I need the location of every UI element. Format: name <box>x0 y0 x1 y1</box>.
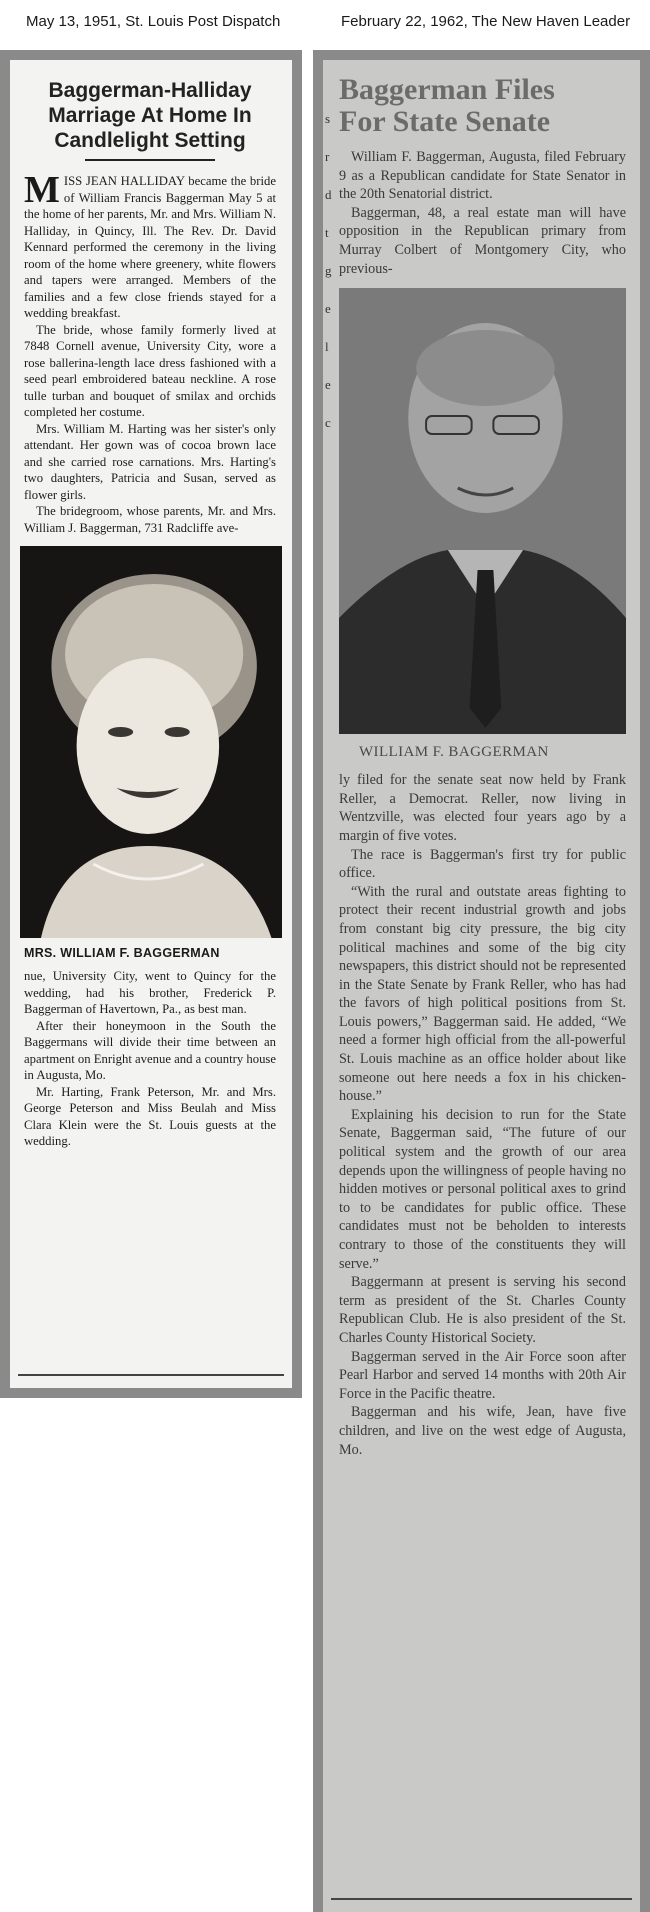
bride-portrait-photo <box>20 546 282 938</box>
right-paragraph-9: Baggerman and his wife, Jean, have five children, and live on the west edge of Augusta, Mo. <box>339 1404 626 1458</box>
right-paragraph-6: Explaining his decision to run for the State Senate, Baggerman said, “The future of our political system and the growth of our area depends upon the willingness of people having no hidden motives or personal political axes to grind to to be candidates for public office. These candidates must not be beholden to interests contrary to those of the constituents they will serve.” <box>339 1106 626 1272</box>
left-paragraph-2: The bride, whose family formerly lived at 7848 Cornell avenue, University City, wore a rose ballerina-length lace dress fashioned with a seed pearl embroidered bateau neckline. A rose tulle turban and bouquet of smilax and orchids completed her costume. <box>24 322 276 419</box>
left-clipping <box>10 60 292 1388</box>
right-clipping <box>323 60 640 1912</box>
left-article-body <box>24 169 276 536</box>
left-paragraph-1 <box>24 169 276 322</box>
edge-letter: d <box>325 187 332 202</box>
left-clipping-frame <box>0 50 302 1398</box>
right-clipping-caption: February 22, 1962, The New Haven Leader <box>341 13 631 30</box>
edge-letters-column <box>325 100 335 442</box>
right-article-body-continued <box>339 771 626 1459</box>
edge-letter: r <box>325 149 330 164</box>
right-bottom-rule <box>331 1898 632 1900</box>
edge-letter: e <box>325 301 331 316</box>
bride-photo-caption: MRS. WILLIAM F. BAGGERMAN <box>24 946 220 960</box>
right-paragraph-5: “With the rural and outstate areas fighting to protect their recent industrial growth and jobs from constant big city pressure, the big city political machines and some of the big city newspapers, this district should not be represented in the State Senate by Frank Reller, who has had the favors of high political positions from St. Louis powers,” Baggerman said. He added, “We need a former high official from the all-powerful St. Louis machine as an office holder about like someone out here needs a fox in his chicken-house.” <box>339 883 626 1105</box>
right-headline-line-2: For State Senate <box>339 105 551 138</box>
edge-letter: l <box>325 339 329 354</box>
bride-portrait-illustration <box>20 546 282 938</box>
left-paragraph-5: nue, University City, went to Quincy for the wedding, had his brother, Frederick P. Baggerman of Havertown, Pa., as best man. <box>24 969 276 1016</box>
right-paragraph-4: The race is Baggerman's first try for public office. <box>339 846 626 882</box>
edge-letter: t <box>325 225 329 240</box>
right-clipping-frame <box>313 50 650 1912</box>
left-headline-line-3: Candlelight Setting <box>54 129 246 152</box>
right-headline <box>339 74 626 138</box>
right-paragraph-8: Baggerman served in the Air Force soon after Pearl Harbor and served 14 months with 20th Air Force in the Pacific theatre. <box>339 1348 626 1402</box>
right-paragraph-7: Baggermann at present is serving his second term as president of the St. Charles County Republican Club. He is also president of the St. Charles County Historical Society. <box>339 1274 626 1346</box>
drop-cap: M <box>24 169 60 211</box>
edge-letter: c <box>325 415 331 430</box>
left-headline <box>24 78 276 153</box>
left-paragraph-3: Mrs. William M. Harting was her sister's only attendant. Her gown was of cocoa brown lace and she carried rose carnations. Mrs. Harting's two daughters, Patricia and Susan, served as flower girls. <box>24 421 276 502</box>
left-paragraph-6: After their honeymoon in the South the Baggermans will divide their time between an apartment on Enright avenue and a country house in Augusta, Mo. <box>24 1018 276 1082</box>
headline-divider <box>85 159 215 161</box>
right-paragraph-2: Baggerman, 48, a real estate man will have opposition in the Republican primary from Murray Colbert of Montgomery City, who previous- <box>339 204 626 277</box>
right-paragraph-1: William F. Baggerman, Augusta, filed February 9 as a Republican candidate for State Senator in the 20th Senatorial district. <box>339 149 626 203</box>
left-bottom-rule <box>18 1374 284 1376</box>
candidate-photo-caption: WILLIAM F. BAGGERMAN <box>359 744 549 761</box>
left-paragraph-4: The bridegroom, whose parents, Mr. and Mrs. William J. Baggerman, 731 Radcliffe ave- <box>24 504 276 535</box>
candidate-portrait-photo <box>339 288 626 734</box>
left-headline-line-2: Marriage At Home In <box>48 104 252 127</box>
right-paragraph-3: ly filed for the senate seat now held by Frank Reller, a Democrat. Reller, now living in Wentzville, was elected four years ago by a margin of five votes. <box>339 772 626 844</box>
left-paragraph-1-text: ISS JEAN HALLIDAY became the bride of William Francis Baggerman May 5 at the home of her parents, Mr. and Mrs. William N. Halliday, in Quincy, Ill. The Rev. Dr. David Kennard performed the ceremony in the living room of the home where greenery, white flowers and tapers were arranged. Members of the families and a few close friends stayed for a wedding breakfast. <box>24 174 276 320</box>
left-paragraph-7: Mr. Harting, Frank Peterson, Mr. and Mrs. George Peterson and Miss Beulah and Miss Clara Klein were the St. Louis guests at the wedding. <box>24 1084 276 1148</box>
edge-letter: s <box>325 111 331 126</box>
left-headline-line-1: Baggerman-Halliday <box>48 79 252 102</box>
left-clipping-caption: May 13, 1951, St. Louis Post Dispatch <box>26 13 281 30</box>
edge-letter: e <box>325 377 331 392</box>
candidate-portrait-illustration <box>339 288 626 734</box>
right-headline-line-1: Baggerman Files <box>339 73 555 106</box>
right-article-body <box>339 148 626 278</box>
edge-letter: g <box>325 263 332 278</box>
left-article-body-continued <box>24 968 276 1150</box>
